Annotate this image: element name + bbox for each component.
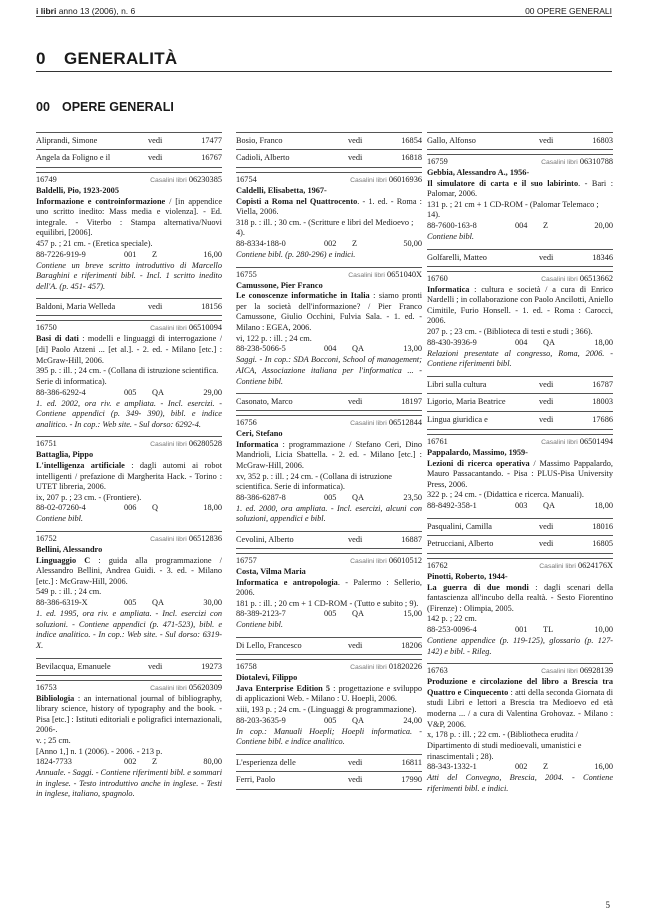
section-title: 0 GENERALITÀ: [36, 49, 178, 68]
entry-isbn-line: 88-430-3936-9 004 QA 18,00: [427, 337, 613, 347]
entry-isbn-line: 88-8492-358-1 003 QA 18,00: [427, 500, 613, 510]
column-1: [36, 132, 222, 806]
casalini-ref: Casalini libri 06310788: [541, 157, 613, 166]
entry-title: Il simulatore di carta e il suo labirinto. - Bari : Palomar, 2006.: [427, 178, 613, 199]
xref-row[interactable]: Gallo, Alfonso vedi 16803: [427, 132, 613, 150]
entry-physical: ix, 207 p. ; 23 cm. - (Frontiere).: [36, 492, 142, 502]
entry-physical: v. ; 25 cm.: [36, 735, 71, 745]
entry-notes: Saggi. - In cop.: SDA Bocconi, School of management; AICA, Associazione italiana per l'informatica ... - Contiene bibl.: [236, 355, 422, 386]
entry-physical: 207 p. ; 23 cm. - (Biblioteca di testi e studi ; 366).: [427, 327, 593, 337]
bibliographic-entry: [236, 553, 422, 631]
entry-number: 16760: [427, 273, 448, 283]
entry-isbn-line: 88-389-2123-7 005 QA 15,00: [236, 609, 422, 619]
entry-author: Ceri, Stefano: [236, 429, 283, 439]
entry-notes: Annuale. - Saggi. - Contiene riferimenti bibl. e sommari in inglese. - Testo introduttivo anche in inglese. - Testi in inglese, italiano, spagnolo.: [36, 768, 222, 799]
xref-row[interactable]: Baldoni, Maria Welleda vedi 18156: [36, 298, 222, 316]
casalini-ref: Casalini libri 06280528: [150, 439, 222, 449]
entry-physical: 395 p. : ill. ; 24 cm. - (Collana di istruzione scientifica. Serie di informatica).: [36, 366, 219, 386]
entry-number: 16752: [36, 534, 57, 544]
xref-row[interactable]: Lingua giuridica e vedi 17686: [427, 412, 613, 430]
bibliographic-entry: [236, 172, 422, 261]
entry-physical: 181 p. : ill. ; 20 cm + 1 CD-ROM - (Tutto e subito ; 9).: [236, 598, 419, 608]
entry-isbn-line: 88-238-5066-5 004 QA 13,00: [236, 344, 422, 354]
entry-title: Informazione e controinformazione / [in appendice uno scritto inedito: Mass media e violenza]. - Ed. integrale. - Viterbo : Stampa alternativa/Nuovi equilibri, [2006].: [36, 196, 222, 238]
header-journal: i libri anno 13 (2006), n. 6: [36, 6, 136, 16]
entry-title: Lezioni di ricerca operativa / Massimo Pappalardo, Mauro Passacantando. - Pisa : PLUS-Pisa University Press, 2006.: [427, 458, 613, 489]
entry-isbn-line: 88-02-07260-4 006 Q 18,00: [36, 503, 222, 513]
entry-notes: Contiene un breve scritto introduttivo di Marcello Baraghini e riferimenti bibl. - Incl. 1 scritto inedito dell'A. (p. 451- 457).: [36, 260, 222, 291]
entry-isbn-line: 88-386-6319-X 005 QA 30,00: [36, 598, 222, 608]
bibliographic-entry: [36, 320, 222, 430]
entry-number: 16758: [236, 662, 257, 672]
entry-notes: Contiene bibl.: [236, 620, 284, 630]
xref-row[interactable]: L'esperienza delle vedi 16811: [236, 754, 422, 772]
xref-row[interactable]: Bosio, Franco vedi 16854: [236, 132, 422, 150]
bibliographic-entry: [427, 434, 613, 512]
casalini-ref: Casalini libri 06512844: [350, 418, 422, 428]
xref-row[interactable]: Aliprandi, Simone vedi 17477: [36, 132, 222, 150]
entry-number: 16762: [427, 560, 448, 570]
entry-title: Informatica : programmazione / Stefano Ceri, Dino Mandrioli, Licia Sbattella. - 2. ed. - Milano [etc.] : McGraw-Hill, 2006.: [236, 439, 422, 470]
entry-notes: Contiene bibl.: [427, 232, 475, 242]
entry-number: 16759: [427, 157, 448, 166]
bibliographic-entry: [427, 663, 613, 794]
entry-title: Linguaggio C : guida alla programmazione / Alessandro Bellini, Andrea Guidi. - 3. ed. - Milano [etc.] : McGraw-Hill, 2006.: [36, 555, 222, 586]
bibliographic-entry: [36, 680, 222, 800]
entry-title: Le conoscenze informatiche in Italia : siamo pronti per la società dell'informazione? / Pier Franco Camussone, Giulio Occhini, Fulvia Sala. - 1. ed. - Milano : EGEA, 2006.: [236, 291, 422, 333]
xref-row[interactable]: Cevolini, Alberto vedi 16887: [236, 531, 422, 549]
bibliographic-entry: [236, 267, 422, 387]
column-3: [427, 132, 613, 800]
header-rule: [36, 16, 612, 17]
entry-author: Bellini, Alessandro: [36, 545, 103, 555]
entry-title: Java Enterprise Edition 5 : progettazione e sviluppo di applicazioni Web. - Milano : U. Hoepli, 2006.: [236, 683, 422, 704]
entry-notes: 1. ed. 2002, ora riv. e ampliata. - Incl. esercizi. - Contiene appendici (p. 349- 390), bibl. e indice analitico. - In cop.: Web site. - Sul dorso: 6292-4.: [36, 398, 222, 429]
entry-title: La guerra di due mondi : dagli scenari della fantascienza all'incubo della realtà. - Sesto Fiorentino (Firenze) : Olimpia, 2005.: [427, 582, 613, 613]
xref-row[interactable]: Di Lello, Francesco vedi 18206: [236, 637, 422, 655]
entry-number: 16749: [36, 175, 57, 184]
xref-row[interactable]: Golfarelli, Matteo vedi 18346: [427, 249, 613, 267]
casalini-ref: Casalini libri 05620309: [150, 682, 222, 692]
entry-title: L'intelligenza artificiale : dagli automi ai robot intelligenti / prefazione di Margherita Hack. - Torino : UTET libreria, 2006.: [36, 460, 223, 492]
xref-row[interactable]: Ligorio, Maria Beatrice vedi 18003: [427, 394, 613, 412]
entry-isbn-line: 88-7600-163-8 004 Z 20,00: [427, 221, 613, 231]
entry-isbn-line: 88-386-6292-4 005 QA 29,00: [36, 387, 222, 397]
entry-physical: 318 p. : ill. ; 30 cm. - (Scritture e libri del Medioevo ; 4).: [236, 217, 414, 238]
entry-author: Pinotti, Roberto, 1944-: [427, 571, 508, 581]
entry-author: Pappalardo, Massimo, 1959-: [427, 447, 528, 457]
casalini-ref: Casalini libri 06510094: [150, 323, 222, 333]
entry-notes: Contiene bibl. (p. 280-296) e indici.: [236, 250, 356, 260]
entry-isbn-line: 1824-7733 002 Z 80,00: [36, 757, 222, 767]
entry-title: Informatica e antropologia. - Palermo : Sellerio, 2006.: [236, 577, 422, 598]
xref-row[interactable]: Casonato, Marco vedi 18197: [236, 393, 422, 411]
xref-row[interactable]: Libri sulla cultura vedi 16787: [427, 376, 613, 394]
entry-physical: x, 178 p. : ill. ; 22 cm. - (Bibliotheca erudita / Dipartimento di studi medioevali, umanistici e rinascimentali ; 28).: [427, 730, 582, 761]
entry-number: 16756: [236, 418, 257, 428]
entry-title: Copisti a Roma nel Quattrocento. - 1. ed. - Roma : Viella, 2006.: [236, 196, 422, 217]
casalini-ref: Casalini libri 06010512: [350, 556, 422, 566]
entry-notes: Contiene appendice (p. 119-125), glossario (p. 127-142) e bibl. - Rileg.: [427, 636, 613, 656]
entry-physical: 457 p. ; 21 cm. - (Eretica speciale).: [36, 239, 153, 249]
entry-number: 16761: [427, 436, 448, 446]
entry-isbn-line: 88-253-0096-4 001 TL 10,00: [427, 625, 613, 635]
entry-author: Camussone, Pier Franco: [236, 280, 323, 290]
casalini-ref: Casalini libri 06513662: [541, 273, 613, 283]
entry-isbn-line: 88-203-3635-9 005 QA 24,00: [236, 715, 422, 725]
subsection-title: 00 OPERE GENERALI: [36, 100, 174, 114]
entry-notes: 1. ed. 2000, ora ampliata. - Incl. esercizi, alcuni con soluzioni, appendici e bibl.: [236, 503, 422, 524]
entry-notes: 1. ed. 1995, ora riv. e ampliata. - Incl. esercizi con soluzioni. - Contiene appendici (p. 471-523), bibl. e indice analitico. - In cop.: Web site. - Sul dorso: 6319-X.: [36, 609, 222, 650]
xref-row[interactable]: Pasqualini, Camilla vedi 18016: [427, 518, 613, 536]
entry-physical: 142 p. ; 22 cm.: [427, 614, 477, 624]
bibliographic-entry: [36, 531, 222, 651]
entry-number: 16750: [36, 323, 57, 333]
bibliographic-entry: [427, 558, 613, 657]
bibliographic-entry: [36, 172, 222, 292]
xref-row[interactable]: Bevilacqua, Emanuele vedi 19273: [36, 658, 222, 676]
entry-author: Gebbia, Alessandro A., 1956-: [427, 168, 530, 177]
column-2: [236, 132, 422, 794]
entry-notes: Atti del Convegno, Brescia, 2004. - Contiene riferimenti bibl. e indici.: [427, 773, 613, 793]
entry-number: 16753: [36, 682, 57, 692]
entry-number: 16751: [36, 439, 57, 449]
page-number: 5: [605, 900, 610, 910]
casalini-ref: Casalini libri 0651040X: [348, 269, 422, 279]
entry-physical: 131 p. ; 21 cm + 1 CD-ROM - (Palomar Telemaco ; 14).: [427, 199, 599, 220]
bibliographic-entry: [236, 415, 422, 525]
xref-row[interactable]: Petrucciani, Alberto vedi 16805: [427, 536, 613, 554]
entry-author: Caldelli, Elisabetta, 1967-: [236, 186, 327, 195]
entry-number: 16754: [236, 175, 257, 184]
entry-isbn-line: 88-8334-188-0 002 Z 50,00: [236, 239, 422, 249]
entry-extra: [Anno 1,] n. 1 (2006). - 2006. - 213 p.: [36, 746, 163, 756]
entry-physical: 549 p. : ill. ; 24 cm.: [36, 587, 102, 597]
header-section: 00 OPERE GENERALI: [525, 6, 612, 16]
casalini-ref: Casalini libri 06928139: [541, 666, 613, 676]
entry-title: Bibliologia : an international journal of bibliography, library science, history of typography and the book. - Pisa [etc.] : Istituti editoriali e poligrafici internazionali, 2006-.: [36, 693, 222, 735]
entry-physical: 322 p. ; 24 cm. - (Didattica e ricerca. Manuali).: [427, 490, 584, 500]
entry-number: 16757: [236, 556, 257, 566]
xref-row[interactable]: Ferri, Paolo vedi 17990: [236, 772, 422, 790]
bibliographic-entry: [36, 436, 222, 525]
casalini-ref: Casalini libri 06230385: [150, 175, 222, 184]
entry-title: Informatica : cultura e società / a cura di Enrico Nardelli ; in collaborazione con Paolo Ancilotti, Aniello Cimitile, Furio Honsell. - 1. ed. - Roma : Carocci, 2006.: [427, 284, 613, 326]
section-rule: [36, 71, 612, 72]
casalini-ref: Casalini libri 0624176X: [539, 560, 613, 570]
entry-isbn-line: 88-343-1332-1 002 Z 16,00: [427, 762, 613, 772]
entry-author: Costa, Vilma Maria: [236, 567, 306, 577]
entry-notes: Contiene bibl.: [36, 514, 84, 524]
casalini-ref: Casalini libri 06016936: [350, 175, 422, 184]
entry-physical: xv, 352 p. : ill. ; 24 cm. - (Collana di istruzione scientifica. Serie di informatica).: [236, 471, 392, 492]
entry-isbn-line: 88-386-6287-8 005 QA 23,50: [236, 492, 422, 502]
entry-notes: Relazioni presentate al congresso, Roma, 2006. - Contiene riferimenti bibl.: [427, 348, 613, 369]
xref-row[interactable]: Cadioli, Alberto vedi 16818: [236, 150, 422, 168]
entry-author: Baldelli, Pio, 1923-2005: [36, 186, 119, 195]
entry-author: Diotalevi, Filippo: [236, 673, 298, 683]
entry-physical: xiii, 193 p. ; 24 cm. - (Linguaggi & programmazione).: [236, 704, 417, 714]
entry-author: Battaglia, Pippo: [36, 450, 94, 460]
entry-isbn-line: 88-7226-919-9 001 Z 16,00: [36, 249, 222, 259]
entry-number: 16763: [427, 666, 448, 676]
entry-number: 16755: [236, 269, 257, 279]
casalini-ref: Casalini libri 01820226: [350, 662, 422, 672]
entry-title: Produzione e circolazione del libro a Brescia tra Quattro e Cinquecento : atti della seconda Giornata di studi Libri e lettori a Brescia tra Medioevo ed età moderna ... / a cura di Valentina Grohovaz. - Milano : V&P, 2006.: [427, 677, 613, 729]
bibliographic-entry: [427, 154, 613, 243]
casalini-ref: Casalini libri 06501494: [541, 436, 613, 446]
casalini-ref: Casalini libri 06512836: [150, 534, 222, 544]
entry-title: Basi di dati : modelli e linguaggi di interrogazione / [di] Paolo Atzeni ... [et al.]. - 2. ed. - Milano [etc.] : McGraw-Hill, 2006.: [36, 334, 222, 365]
entry-physical: vi, 122 p. : ill. ; 24 cm.: [236, 333, 312, 343]
bibliographic-entry: [427, 271, 613, 370]
xref-row[interactable]: Angela da Foligno e il vedi 16767: [36, 150, 222, 168]
entry-notes: In cop.: Manuali Hoepli; Hoepli informatica. - Contiene bibl. e indice analitico.: [236, 726, 422, 747]
bibliographic-entry: [236, 659, 422, 748]
